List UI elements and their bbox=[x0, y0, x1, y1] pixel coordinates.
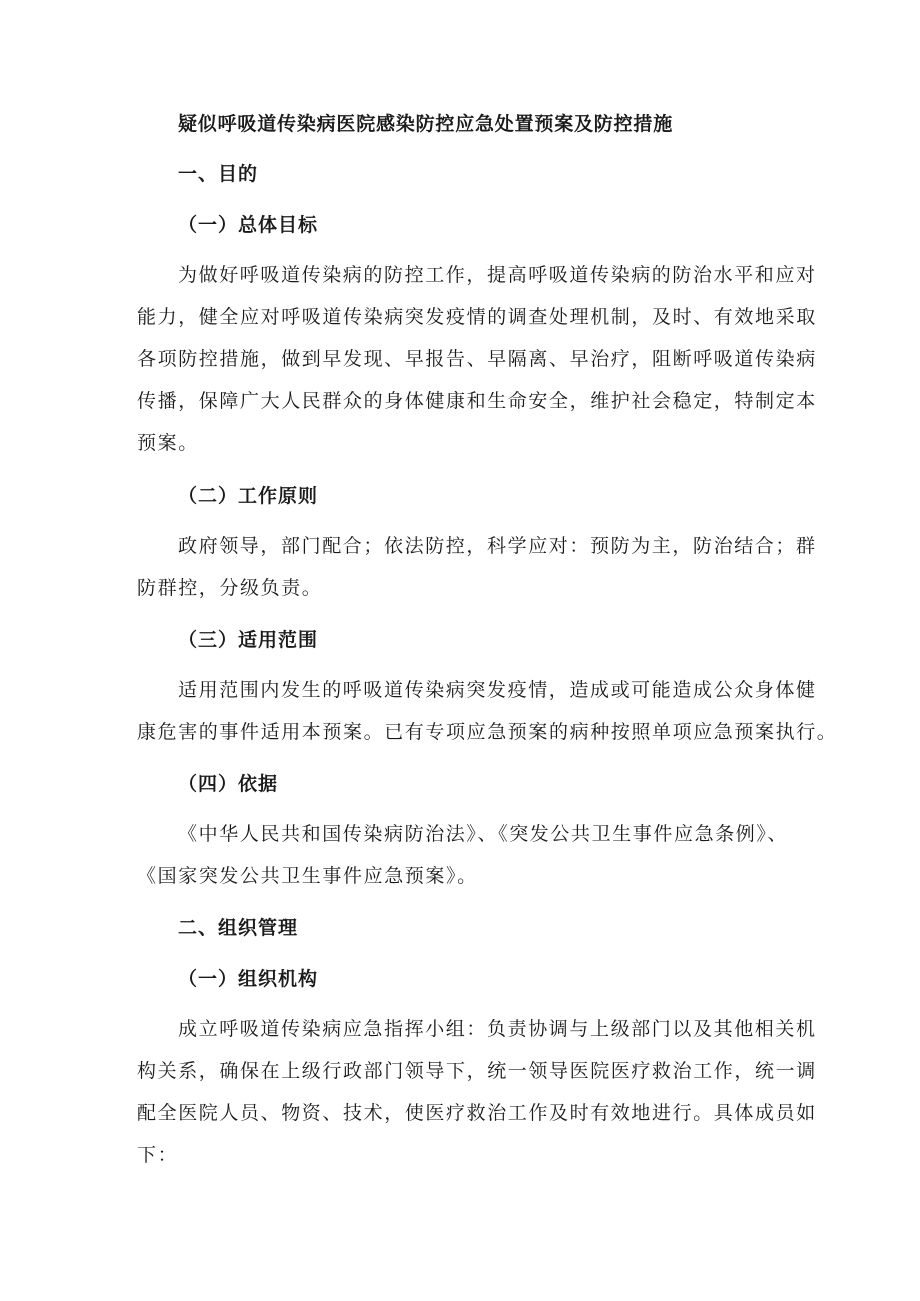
section-heading-purpose: 一、目的 bbox=[178, 163, 259, 185]
paragraph-line: 成立呼吸道传染病应急指挥小组：负责协调与上级部门以及其他相关机 bbox=[178, 1018, 817, 1040]
paragraph-line: 防群控，分级负责。 bbox=[137, 577, 323, 599]
subheading-overall-goal: （一）总体目标 bbox=[178, 214, 319, 236]
paragraph-line: 适用范围内发生的呼吸道传染病突发疫情，造成或可能造成公众身体健 bbox=[178, 679, 817, 701]
paragraph-line: 《国家突发公共卫生事件应急预案》。 bbox=[137, 865, 478, 887]
section-heading-organization: 二、组织管理 bbox=[178, 917, 299, 939]
paragraph-line: 各项防控措施，做到早发现、早报告、早隔离、早治疗，阻断呼吸道传染病 bbox=[137, 348, 817, 370]
paragraph-line: 康危害的事件适用本预案。已有专项应急预案的病种按照单项应急预案执行。 bbox=[137, 721, 838, 743]
paragraph-line: 能力，健全应对呼吸道传染病突发疫情的调查处理机制，及时、有效地采取 bbox=[137, 306, 817, 328]
subheading-organization-structure: （一）组织机构 bbox=[178, 968, 319, 990]
paragraph-line: 《中华人民共和国传染病防治法》、《突发公共卫生事件应急条例》、 bbox=[178, 823, 789, 845]
paragraph-line: 预案。 bbox=[137, 432, 199, 454]
paragraph-line: 配全医院人员、物资、技术，使医疗救治工作及时有效地进行。具体成员如 bbox=[137, 1102, 817, 1124]
paragraph-line: 传播，保障广大人民群众的身体健康和生命安全，维护社会稳定，特制定本 bbox=[137, 390, 817, 412]
paragraph-line: 政府领导，部门配合；依法防控，科学应对：预防为主，防治结合；群 bbox=[178, 535, 817, 557]
subheading-scope: （三）适用范围 bbox=[178, 629, 319, 651]
subheading-basis: （四）依据 bbox=[178, 773, 279, 795]
paragraph-line: 下： bbox=[137, 1144, 179, 1166]
document-title: 疑似呼吸道传染病医院感染防控应急处置预案及防控措施 bbox=[178, 113, 674, 135]
paragraph-line: 构关系，确保在上级行政部门领导下，统一领导医院医疗救治工作，统一调 bbox=[137, 1060, 817, 1082]
subheading-work-principles: （二）工作原则 bbox=[178, 485, 319, 507]
paragraph-line: 为做好呼吸道传染病的防控工作，提高呼吸道传染病的防治水平和应对 bbox=[178, 264, 817, 286]
